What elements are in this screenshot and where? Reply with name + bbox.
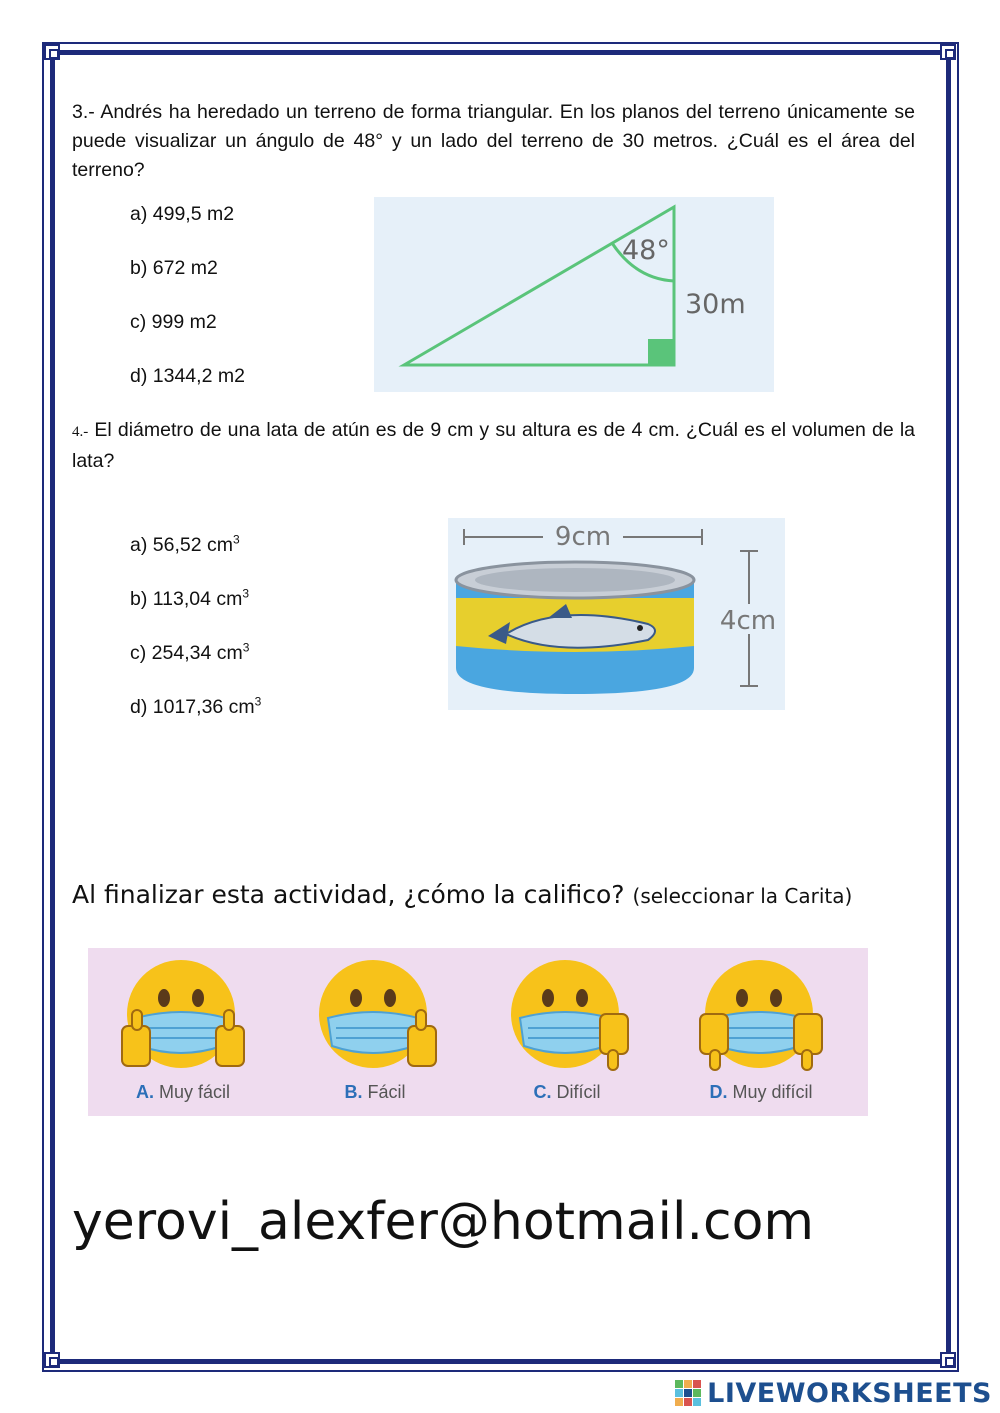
rating-option-b[interactable]: B. Fácil (280, 948, 470, 1116)
tuna-can-diagram (448, 518, 785, 710)
triangle-shape (404, 207, 674, 365)
question-3-number: 3.- (72, 101, 95, 123)
q3-option-d[interactable]: d) 1344,2 m2 (130, 365, 245, 387)
rating-question: Al finalizar esta actividad, ¿cómo la califico? (seleccionar la Carita) (72, 880, 853, 909)
question-4-text (72, 416, 915, 476)
question-4-body: El diámetro de una lata de atún es de 9 cm y su altura es de 4 cm. ¿Cuál es el volumen de la lata? (72, 419, 915, 472)
rating-option-c[interactable]: C. Difícil (472, 948, 662, 1116)
triangle-diagram (374, 197, 774, 392)
question-4-number: 4.- (72, 424, 89, 440)
corner-ornament (940, 1352, 956, 1368)
q3-option-a[interactable]: a) 499,5 m2 (130, 203, 235, 225)
question-3-body: Andrés ha heredado un terreno de forma triangular. En los planos del terreno únicamente se puede visualizar un ángulo de 48° y un lado del terreno de 30 metros. ¿Cuál es el área del terreno? (72, 101, 915, 181)
rating-option-d[interactable]: D. Muy difícil (666, 948, 856, 1116)
side-label: 30m (685, 289, 746, 320)
masked-face-thumbs-down-icon (472, 948, 662, 1078)
author-email: yerovi_alexfer@hotmail.com (72, 1192, 815, 1252)
q3-option-c[interactable]: c) 999 m2 (130, 311, 217, 333)
rating-option-a[interactable]: A. Muy fácil (88, 948, 278, 1116)
angle-label: 48° (622, 235, 670, 266)
q3-option-b[interactable]: b) 672 m2 (130, 257, 218, 279)
can-lid-inner (475, 568, 675, 592)
brand-name: LIVEWORKSHEETS (707, 1377, 992, 1409)
height-label: 4cm (719, 606, 777, 636)
q4-option-d[interactable]: d) 1017,36 $cm^3$ (130, 694, 262, 718)
triangle-figure (374, 197, 774, 392)
corner-ornament (44, 44, 60, 60)
rating-panel (88, 948, 868, 1116)
q4-option-c[interactable]: c) 254,34 $cm^3$ (130, 640, 250, 664)
corner-ornament (940, 44, 956, 60)
right-angle-marker (648, 339, 674, 365)
diameter-label: 9cm (554, 522, 612, 552)
liveworksheets-brand[interactable] (675, 1376, 992, 1410)
masked-face-thumbs-up-both-icon (88, 948, 278, 1078)
liveworksheets-logo-icon (675, 1380, 701, 1406)
q4-option-a[interactable]: a) 56,52 $cm^3$ (130, 532, 240, 556)
masked-face-thumbs-up-icon (280, 948, 470, 1078)
masked-face-thumbs-down-both-icon (666, 948, 856, 1078)
corner-ornament (44, 1352, 60, 1368)
rating-hint: (seleccionar la Carita) (632, 884, 853, 908)
tuna-can-figure (448, 518, 785, 710)
question-3-text (72, 98, 915, 185)
q4-option-b[interactable]: b) 113,04 $cm^3$ (130, 586, 250, 610)
